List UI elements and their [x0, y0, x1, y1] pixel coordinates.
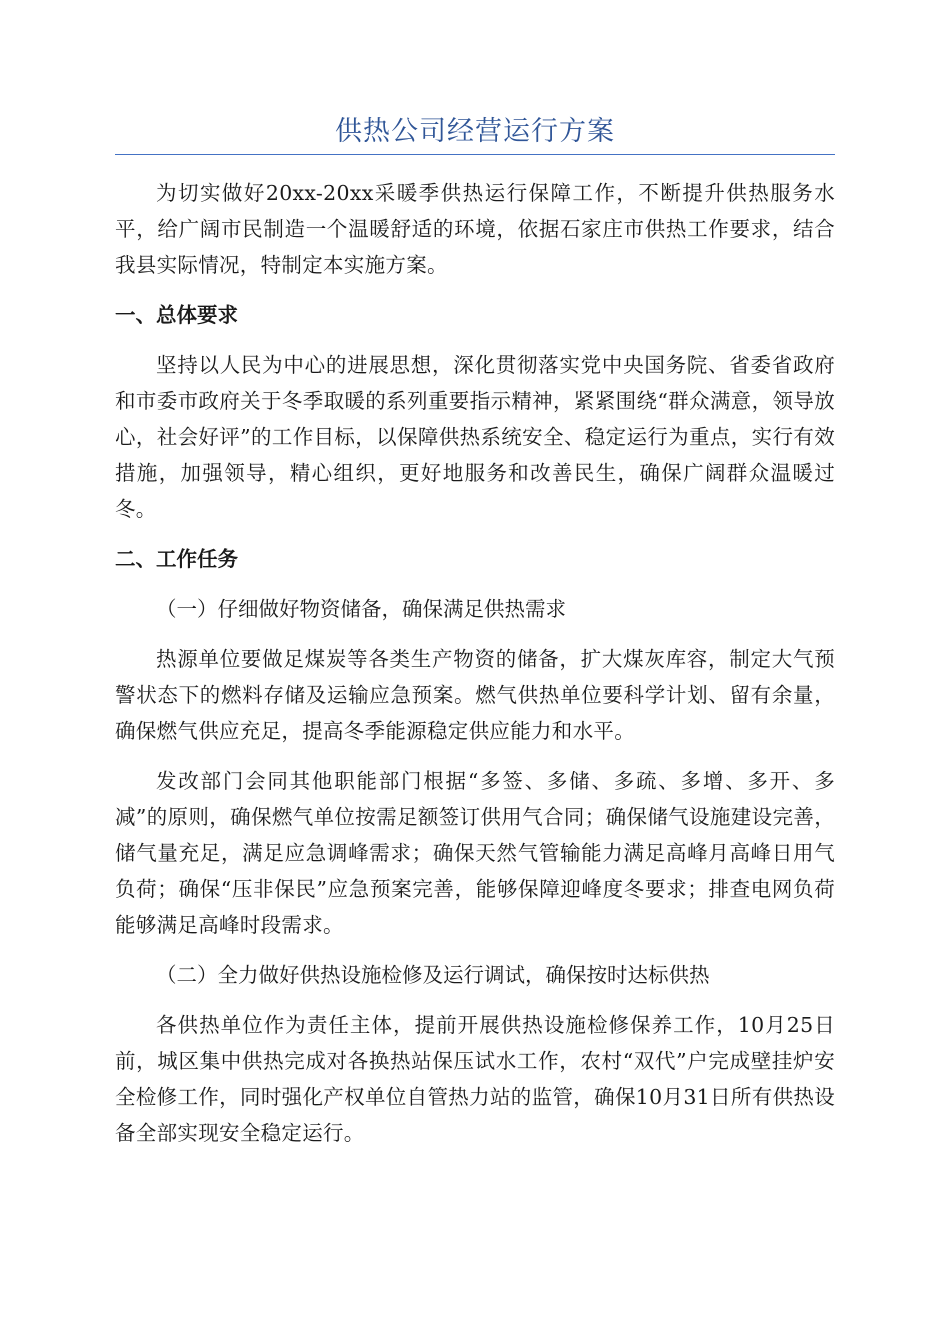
material-reserve-paragraph-1: 热源单位要做足煤炭等各类生产物资的储备，扩大煤灰库容，制定大气预警状态下的燃料存储及运输应急预案。燃气供热单位要科学计划、留有余量，确保燃气供应充足，提高冬季能源稳定供应能力和水平。 — [115, 647, 835, 743]
general-requirements-paragraph: 坚持以人民为中心的进展思想，深化贯彻落实党中央国务院、省委省政府和市委市政府关于冬季取暖的系列重要指示精神，紧紧围绕“群众满意，领导放心，社会好评”的工作目标，以保障供热系统安全、稳定运行为重点，实行有效措施，加强领导，精心组织，更好地服务和改善民生，确保广阔群众温暖过冬。 — [115, 353, 835, 521]
title-underline — [115, 154, 835, 155]
section-heading-work-tasks: 二、工作任务 — [115, 547, 238, 571]
section-heading-general-requirements: 一、总体要求 — [115, 303, 238, 327]
subsection-heading-material-reserve: （一）仔细做好物资储备，确保满足供热需求 — [156, 597, 566, 621]
facility-maintenance-paragraph-1: 各供热单位作为责任主体，提前开展供热设施检修保养工作，10月25日前，城区集中供热完成对各换热站保压试水工作，农村“双代”户完成壁挂炉安全检修工作，同时强化产权单位自管热力站的监管，确保10月31日所有供热设备全部实现安全稳定运行。 — [115, 1013, 835, 1145]
material-reserve-paragraph-2: 发改部门会同其他职能部门根据“多签、多储、多疏、多增、多开、多减”的原则，确保燃气单位按需足额签订供用气合同；确保储气设施建设完善，储气量充足，满足应急调峰需求；确保天然气管输能力满足高峰月高峰日用气负荷；确保“压非保民”应急预案完善，能够保障迎峰度冬要求；排查电网负荷能够满足高峰时段需求。 — [115, 769, 835, 937]
document-title: 供热公司经营运行方案 — [335, 116, 615, 147]
subsection-heading-facility-maintenance: （二）全力做好供热设施检修及运行调试，确保按时达标供热 — [156, 963, 710, 987]
document-body — [115, 175, 835, 1165]
intro-paragraph: 为切实做好20xx-20xx采暖季供热运行保障工作，不断提升供热服务水平，给广阔市民制造一个温暖舒适的环境，依据石家庄市供热工作要求，结合我县实际情况，特制定本实施方案。 — [115, 181, 835, 277]
